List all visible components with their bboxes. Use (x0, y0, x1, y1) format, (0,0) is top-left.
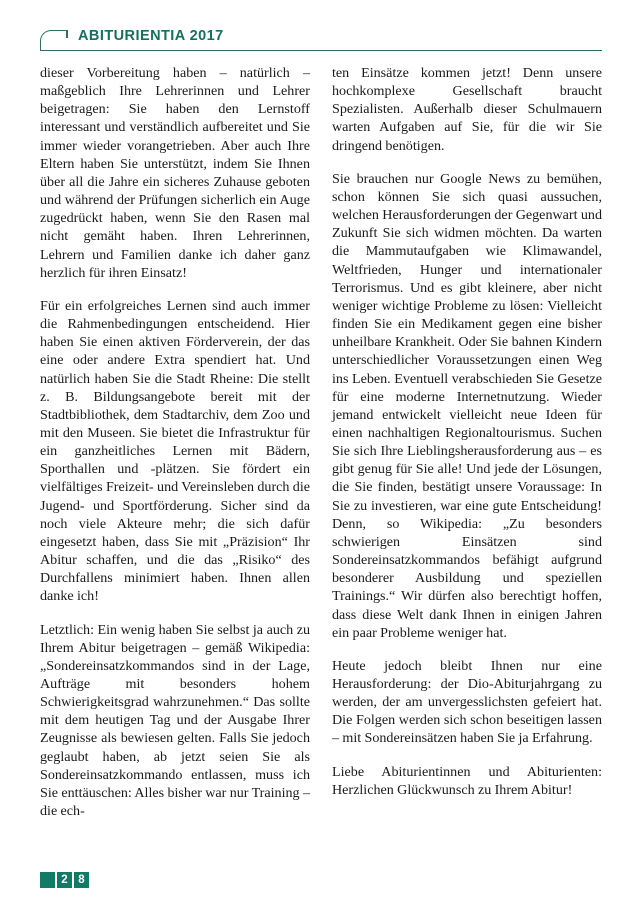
page-badge-block (40, 872, 55, 888)
page-number-digit-1: 2 (57, 872, 72, 888)
header-divider (40, 50, 602, 51)
paragraph: Letztlich: Ein wenig haben Sie selbst ja auch zu Ihrem Abitur beigetragen – gemäß Wikipedia: „Sondereinsatzkommandos sind in der Lage, Aufträge mit besonders hohem Schwierigkeitsgrad wahrzunehmen.“ Das sollte mit dem heutigen Tag und der Ausgabe Ihrer Zeugnisse als bewiesen gelten. Falls Sie jedoch geglaubt haben, ab jetzt seien Sie als Sondereinsatzkommando entlassen, muss ich Sie enttäuschen: Alles bisher war nur Training – die ech- (40, 621, 310, 820)
page-title: ABITURIENTIA 2017 (78, 28, 224, 44)
paragraph: Liebe Abiturientinnen und Abiturienten: Herzlichen Glückwunsch zu Ihrem Abitur! (332, 763, 602, 798)
paragraph: dieser Vorbereitung haben – natürlich – maßgeblich Ihre Lehrerinnen und Lehrer beigetragen: Sie haben den Lernstoff interessant und verständlich aufbereitet und Sie immer wieder vorangetrieben. Aber auch Ihre Eltern haben Sie unterstützt, indem Sie Ihnen über all die Jahre ein sicheres Zuhause geboten und während der Prüfungen sicherlich ein Auge zugedrückt haben, wenn Sie den Rasen mal nicht gemäht haben. Ihren Lehrerinnen, Lehrern und Familien danke ich daher ganz herzlich für ihren Einsatz! (40, 65, 310, 281)
paragraph: Heute jedoch bleibt Ihnen nur eine Herausforderung: der Dio-Abiturjahrgang zu werden, der am unvergesslichsten gefeiert hat. Die Folgen werden sich schon beseitigen lassen – mit Sondereinsätzen haben Sie ja Erfahrung. (332, 657, 602, 747)
paragraph: Für ein erfolgreiches Lernen sind auch immer die Rahmenbedingungen entscheidend. Hier haben Sie einen aktiven Förderverein, der das eine oder andere Extra spendiert hat. Und natürlich haben Sie die Stadt Rheine: Die stellt z. B. Bildungsangebote bereit mit der Stadtbibliothek, dem Stadtarchiv, dem Zoo und mit den Museen. Sie bietet die Infrastruktur für ein ganzheitliches Lernen mit Bädern, Sporthallen und -plätzen. Sie fördert ein vielfältiges Freizeit- und Vereinsleben durch die Jugend- und Sportförderung. Sicher sind da noch viele Akteure mehr; die sich dafür eingesetzt haben, dass Sie mit „Präzision“ Ihr Abitur schaffen, und die das „Risiko“ des Durchfallens minimiert haben. Ihnen allen danke ich! (40, 297, 310, 605)
page-header (40, 28, 602, 60)
two-column-body (40, 64, 602, 820)
right-column (332, 64, 602, 820)
bracket-tick-icon (66, 30, 68, 38)
paragraph: ten Einsätze kommen jetzt! Denn unsere hochkomplexe Gesellschaft braucht Spezialisten. Außerhalb dieser Schulmauern warten Aufgaben auf Sie, für die wir Sie dringend benötigen. (332, 65, 602, 154)
page-number-digit-2: 8 (74, 872, 89, 888)
page-number-badge (40, 872, 89, 888)
rounded-bracket-icon (40, 30, 68, 50)
paragraph: Sie brauchen nur Google News zu bemühen, schon können Sie sich quasi aussuchen, welchen Herausforderungen der Gegenwart und Zukunft Sie sich widmen möchten. Da warten die Mammutaufgaben wie Klimawandel, Weltfrieden, Hunger und internationaler Terrorismus. Und es gibt kleinere, aber nicht weniger wichtige Probleme zu lösen: Vielleicht finden Sie ein Medikament gegen eine bisher unheilbare Krankheit. Oder Sie bahnen Kindern unterschiedlicher Voraussetzungen einen Weg ins Leben. Eventuell verabschieden Sie Gesetze für eine moderne Internetnutzung. Wieder jemand entwickelt vielleicht neue Ideen für einen nachhaltigen Regionaltourismus. Suchen Sie sich Ihre Lieblingsherausforderung aus – es gibt genug für Sie alle! Und jede der Lösungen, die Sie finden, bestätigt unsere Voraussage: In Sie zu investieren, war eine gute Entscheidung! Denn, so Wikipedia: „Zu besonders schwierigen Einsätzen sind Sondereinsatzkommandos befähigt aufgrund besonderer Ausbildung und speziellen Trainings.“ Wir dürfen also berechtigt hoffen, dass diese Welt dank Ihnen in einigen Jahren ein paar Probleme weniger hat. (332, 170, 602, 641)
left-column (40, 64, 310, 820)
